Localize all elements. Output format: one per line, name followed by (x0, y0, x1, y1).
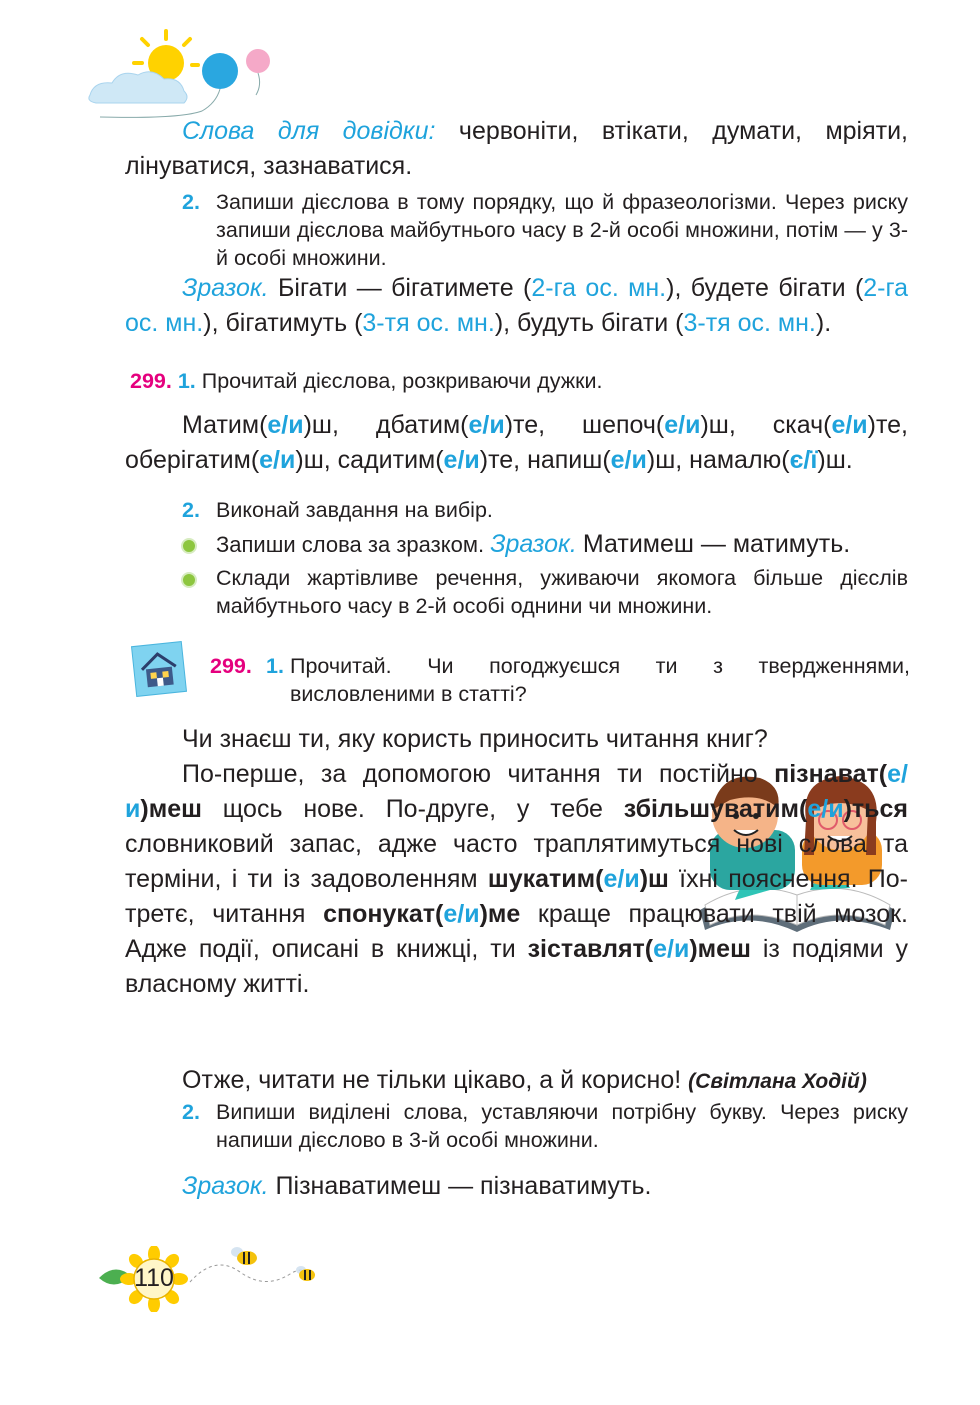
sample-paragraph: Зразок. Бігати — бігатимете (2-га ос. мн.), будете бігати (2-га ос. мн.), бігатимуть (3-тя ос. мн.), будуть бігати (3-тя ос. мн.). (125, 274, 908, 337)
article-body: По-перше, за допомогою читання ти постійно пізнават(е/и)меш щось нове. По-друге, у тебе збільшуватим(е/и)ться словниковий запас, адже часто траплятимуться нові слова та терміни, і ти із задоволенням шукатим(е/и)ш їхні пояснення. По-третє, читання спонукат(е/и)ме краще працювати твій мозок. Адже події, описані в книжці, ти зіставлят(е/и)меш із подіями у власному житті. (125, 760, 909, 998)
reference-text: червоніти, втікати, думати, мріяти, лінуватися, зазнаватися. (125, 117, 908, 180)
task-text: Випиши виділені слова, уставляючи потрібну букву. Через риску напиши дієслово в 3-й особі множини. (216, 1100, 908, 1152)
subtask-number: 1. (177, 369, 196, 393)
verb-item: оберігатим(е/и)ш, (125, 446, 338, 474)
balloon-blue-icon (202, 53, 238, 89)
bullet-option-2: Склади жартівливе речення, уживаючи якомога більше дієслів майбутнього часу в 2-й особі однини чи множини. (216, 566, 908, 618)
article-conclusion: Отже, читати не тільки цікаво, а й корисно! (Світлана Ходій) (182, 1066, 867, 1094)
exercise-number: 299. (210, 654, 252, 678)
reference-label: Слова для довідки: (182, 117, 436, 145)
verb-item: Матим(е/и)ш, (182, 411, 376, 439)
exercise-text: Прочитай. Чи погоджуєшся ти з твердженнями, висловленими в статті? (290, 654, 910, 706)
balloon-pink-icon (246, 49, 270, 73)
bullet-option-1: Запиши слова за зразком. Зразок. Матимеш — матимуть. (216, 530, 851, 558)
highlighted-word: спонукат(е/и)ме (323, 900, 521, 928)
header-decoration-icon (80, 25, 280, 125)
exercise-299-article-heading (210, 652, 910, 708)
highlighted-word: пізнават(е/и)меш (125, 760, 908, 823)
verb-item: шепоч(е/и)ш, (582, 411, 773, 439)
house-sticker-icon (128, 638, 190, 700)
verbs-paragraph (125, 408, 908, 478)
bees-icon (185, 1244, 325, 1294)
verb-item: напиш(е/и)ш, (527, 446, 690, 474)
sample-final: Зразок. Пізнаватимеш — пізнаватимуть. (182, 1172, 652, 1200)
exercise-299-heading (130, 367, 910, 395)
exercise-text: Прочитай дієслова, розкриваючи дужки. (195, 369, 603, 393)
task-2-final (182, 1098, 908, 1154)
highlighted-word: шукатим(е/и)ш (487, 865, 669, 893)
task-2-instructions (182, 188, 908, 272)
highlighted-word: зіставлят(е/и)меш (527, 935, 751, 963)
exercise-number: 299. (130, 369, 172, 393)
task-2-choice (182, 496, 908, 524)
task-number: 2. (182, 498, 200, 522)
sample-label: Зразок. (182, 1172, 269, 1200)
sample-label: Зразок. (182, 274, 269, 302)
verb-item: садитим(е/и)те, (337, 446, 528, 474)
page-number: 110 (134, 1264, 174, 1292)
verb-item: намалю(є/ї)ш. (689, 446, 853, 474)
task-text: Виконай завдання на вибір. (216, 498, 493, 522)
reference-words (125, 114, 908, 184)
bullet-icon (181, 572, 197, 588)
verb-item: скач(е/и)те, (772, 411, 909, 439)
verb-item: дбатим(е/и)те, (375, 411, 583, 439)
task-number: 2. (182, 1100, 200, 1124)
bullet-icon (181, 538, 197, 554)
subtask-number: 1. (266, 654, 284, 678)
sample-label: Зразок. (490, 530, 577, 558)
task-text: Запиши дієслова в тому порядку, що й фразеологізми. Через риску запиши дієслова майбутнього часу в 2-й особі множини, потім — у 3-й особі множини. (216, 190, 908, 270)
article-question: Чи знаєш ти, яку користь приносить читання книг? (182, 725, 768, 753)
task-number: 2. (182, 190, 200, 214)
author: (Світлана Ходій) (688, 1070, 867, 1093)
highlighted-word: збільшуватим(е/и)ться (623, 795, 908, 823)
